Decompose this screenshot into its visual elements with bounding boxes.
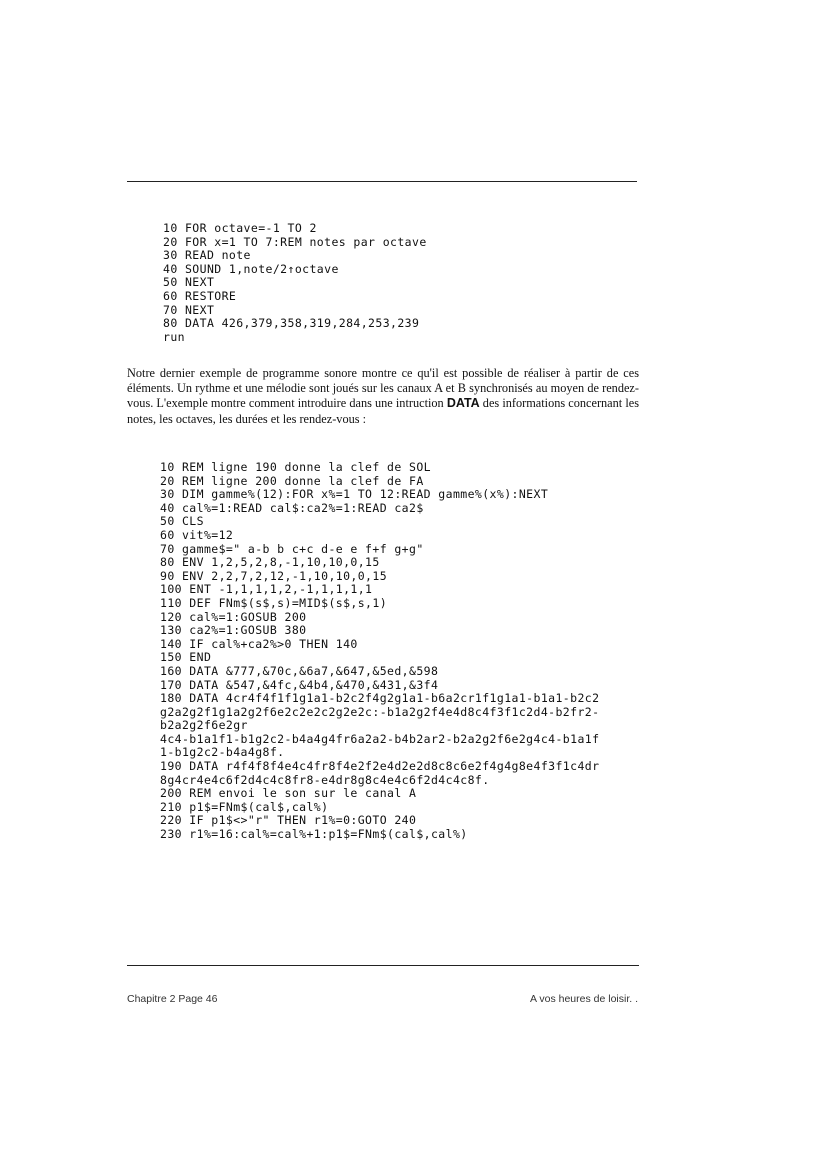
code-line: 8g4cr4e4c6f2d4c4c8fr8-e4dr8g8c4e4c6f2d4c4c8f. bbox=[160, 772, 490, 787]
code-line: 20 REM ligne 200 donne la clef de FA bbox=[160, 473, 424, 488]
footer-rule bbox=[127, 965, 639, 966]
footer-section-title: A vos heures de loisir. . bbox=[530, 993, 638, 1005]
code-line: 4c4-b1a1f1-b1g2c2-b4a4g4fr6a2a2-b4b2ar2-b2a2g2f6e2g4c4-b1a1f bbox=[160, 731, 600, 746]
code-line: 60 vit%=12 bbox=[160, 527, 234, 542]
code-line: 90 ENV 2,2,7,2,12,-1,10,10,0,15 bbox=[160, 568, 388, 583]
code-line: 50 NEXT bbox=[163, 275, 215, 290]
code-line: 220 IF p1$<>"r" THEN r1%=0:GOTO 240 bbox=[160, 813, 417, 828]
code-line: 80 DATA 426,379,358,319,284,253,239 bbox=[163, 316, 420, 331]
code-line: 120 cal%=1:GOSUB 200 bbox=[160, 609, 307, 624]
footer-chapter-page: Chapitre 2 Page 46 bbox=[127, 993, 218, 1005]
code-line: 230 r1%=16:cal%=cal%+1:p1$=FNm$(cal$,cal%) bbox=[160, 827, 468, 842]
code-line: 40 cal%=1:READ cal$:ca2%=1:READ ca2$ bbox=[160, 500, 424, 515]
code-line: run bbox=[163, 329, 185, 344]
code-line: 130 ca2%=1:GOSUB 380 bbox=[160, 623, 307, 638]
body-paragraph bbox=[127, 366, 639, 427]
code-line: 140 IF cal%+ca2%>0 THEN 140 bbox=[160, 636, 358, 651]
code-line: 110 DEF FNm$(s$,s)=MID$(s$,s,1) bbox=[160, 595, 388, 610]
code-line: 10 FOR octave=-1 TO 2 bbox=[163, 221, 317, 235]
code-line: 100 ENT -1,1,1,1,2,-1,1,1,1,1 bbox=[160, 582, 373, 597]
code-line: b2a2g2f6e2gr bbox=[160, 718, 248, 733]
code-line: 70 NEXT bbox=[163, 302, 215, 317]
code-line: 70 gamme$=" a-b b c+c d-e e f+f g+g" bbox=[160, 541, 424, 556]
code-listing-melody bbox=[160, 461, 599, 842]
code-listing-octaves bbox=[163, 222, 427, 344]
code-line: 190 DATA r4f4f8f4e4c4fr8f4e2f2e4d2e2d8c8c6e2f4g4g8e4f3f1c4dr bbox=[160, 759, 600, 774]
code-line: 10 REM ligne 190 donne la clef de SOL bbox=[160, 460, 431, 474]
code-line: 200 REM envoi le son sur le canal A bbox=[160, 786, 417, 801]
code-line: 30 DIM gamme%(12):FOR x%=1 TO 12:READ gamme%(x%):NEXT bbox=[160, 487, 549, 502]
header-rule bbox=[127, 181, 637, 182]
data-keyword: DATA bbox=[446, 396, 480, 411]
code-line: 180 DATA 4cr4f4f1f1g1a1-b2c2f4g2g1a1-b6a2cr1f1g1a1-b1a1-b2c2 bbox=[160, 691, 600, 706]
code-line: g2a2g2f1g1a2g2f6e2c2e2c2g2e2c:-b1a2g2f4e4d8c4f3f1c2d4-b2fr2- bbox=[160, 704, 600, 719]
code-line: 40 SOUND 1,note/2↑octave bbox=[163, 261, 339, 276]
code-line: 150 END bbox=[160, 650, 212, 665]
code-line: 170 DATA &547,&4fc,&4b4,&470,&431,&3f4 bbox=[160, 677, 439, 692]
code-line: 30 READ note bbox=[163, 248, 251, 263]
code-line: 210 p1$=FNm$(cal$,cal%) bbox=[160, 799, 329, 814]
code-line: 60 RESTORE bbox=[163, 288, 237, 303]
paragraph-text-end: des informations concernant les notes, les octaves, les durées et les rendez-vous : bbox=[127, 396, 639, 426]
code-line: 160 DATA &777,&70c,&6a7,&647,&5ed,&598 bbox=[160, 663, 439, 678]
code-line: 80 ENV 1,2,5,2,8,-1,10,10,0,15 bbox=[160, 555, 380, 570]
code-line: 1-b1g2c2-b4a4g8f. bbox=[160, 745, 285, 760]
paragraph-text-start: Notre dernier exemple de programme sonore montre ce qu'il est possible de réaliser à partir de ces éléments. Un rythme et une mélodie sont joués sur les canaux A et B synchronisés au moyen de rendez-vous. L'exemple montre comment introduire dans une intruction bbox=[127, 366, 639, 411]
code-line: 50 CLS bbox=[160, 514, 204, 529]
code-line: 20 FOR x=1 TO 7:REM notes par octave bbox=[163, 234, 427, 249]
